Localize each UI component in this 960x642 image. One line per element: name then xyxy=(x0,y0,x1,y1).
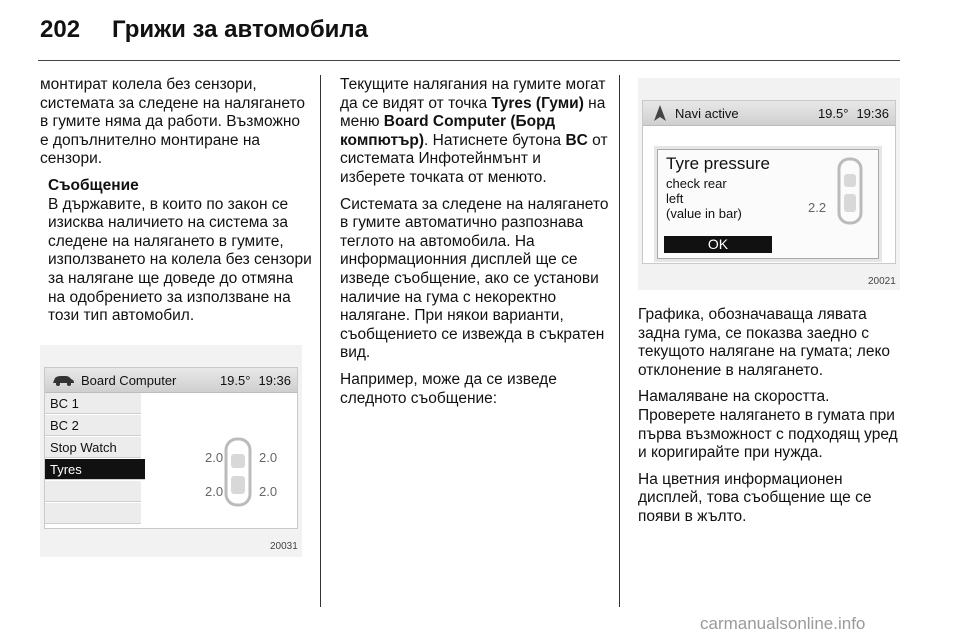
figure-tyre-pressure xyxy=(638,78,900,290)
dialog-line: left xyxy=(666,191,684,206)
paragraph: Намаляване на скоростта. Проверете налягането в гумата при първа възможност с подходящ уред и коригирайте при нужда. xyxy=(638,388,898,462)
temperature: 19.5° xyxy=(817,105,849,121)
paragraph: Текущите налягания на гумите могат да се видят от точка Tyres (Гуми) на меню Board Computer (Борд компютър). Натиснете бутона BC от системата Инфотейнмънт и изберете точката от менюто. xyxy=(340,76,608,186)
header-rule xyxy=(38,60,900,61)
navigation-arrow-icon xyxy=(653,104,667,122)
column-3 xyxy=(638,306,902,535)
column-1 xyxy=(40,76,312,326)
car-top-view-icon xyxy=(836,156,864,226)
navi-status: Navi active xyxy=(675,105,739,121)
clock: 19:36 xyxy=(856,105,889,121)
dialog-title: Tyre pressure xyxy=(666,154,770,173)
column-divider-2 xyxy=(619,75,620,607)
note-block xyxy=(48,177,312,326)
menu-item-stop-watch[interactable]: Stop Watch xyxy=(45,437,141,458)
note-text: В държавите, в които по закон се изисква наличието на система за следене на налягането в гумите, използването на колела без сензори за налягане ще доведе до отмяна на одобрението за използване на този тип автомобил. xyxy=(48,195,312,325)
watermark-url: carmanualsonline.info xyxy=(700,614,866,633)
tyre-pressure-dialog xyxy=(657,149,879,259)
car-top-view-icon xyxy=(223,436,253,508)
dialog-line: check rear xyxy=(666,176,727,191)
paragraph: Системата за следене на налягането в гумите автоматично разпознава теглото на автомобила. На информационния дисплей ще се изведе съобщение, ако се установи наличие на гума с некоректно налягане. При някои варианти, съобщението се извежда в съкратен вид. xyxy=(340,195,609,362)
temperature: 19.5° xyxy=(219,372,251,388)
page-number: 202 xyxy=(40,16,81,43)
pressure-rear-left: 2.0 xyxy=(205,484,224,499)
menu-item-bc1[interactable]: BC 1 xyxy=(45,393,141,414)
figure-board-computer xyxy=(40,345,302,557)
menu-item-empty xyxy=(45,503,141,524)
status-bar xyxy=(45,368,297,393)
figure-id: 20021 xyxy=(868,276,896,287)
pressure-rear-right: 2.0 xyxy=(259,484,278,499)
pressure-front-left: 2.0 xyxy=(205,450,224,465)
page-title: Грижи за автомобила xyxy=(112,16,369,43)
figure-id: 20031 xyxy=(270,541,298,552)
menu-item-bc2[interactable]: BC 2 xyxy=(45,415,141,436)
ok-button[interactable]: OK xyxy=(664,236,772,253)
display-screen xyxy=(642,100,896,264)
pressure-rear-left: 2.2 xyxy=(808,200,827,215)
paragraph: монтират колела без сензори, системата за следене на налягането в гумите няма да работи. Възможно е допълнително монтиране на сензори. xyxy=(40,76,305,168)
menu-item-tyres[interactable]: Tyres xyxy=(45,459,145,480)
display-screen xyxy=(44,367,298,529)
note-title: Съобщение xyxy=(48,176,139,194)
status-bar xyxy=(643,101,895,126)
column-2 xyxy=(340,76,610,416)
screen-title: Board Computer xyxy=(81,372,177,388)
paragraph: Например, може да се изведе следното съобщение: xyxy=(340,370,557,407)
menu-item-empty xyxy=(45,481,141,502)
column-divider-1 xyxy=(320,75,321,607)
car-icon xyxy=(51,373,75,387)
dialog-line: (value in bar) xyxy=(666,206,742,221)
clock: 19:36 xyxy=(258,372,291,388)
paragraph: Графика, обозначаваща лявата задна гума, се показва заедно с текущото налягане на гумата; леко отклонение в налягането. xyxy=(638,306,891,379)
pressure-front-right: 2.0 xyxy=(259,450,278,465)
paragraph: На цветния информационен дисплей, това съобщение ще се появи в жълто. xyxy=(638,470,872,525)
